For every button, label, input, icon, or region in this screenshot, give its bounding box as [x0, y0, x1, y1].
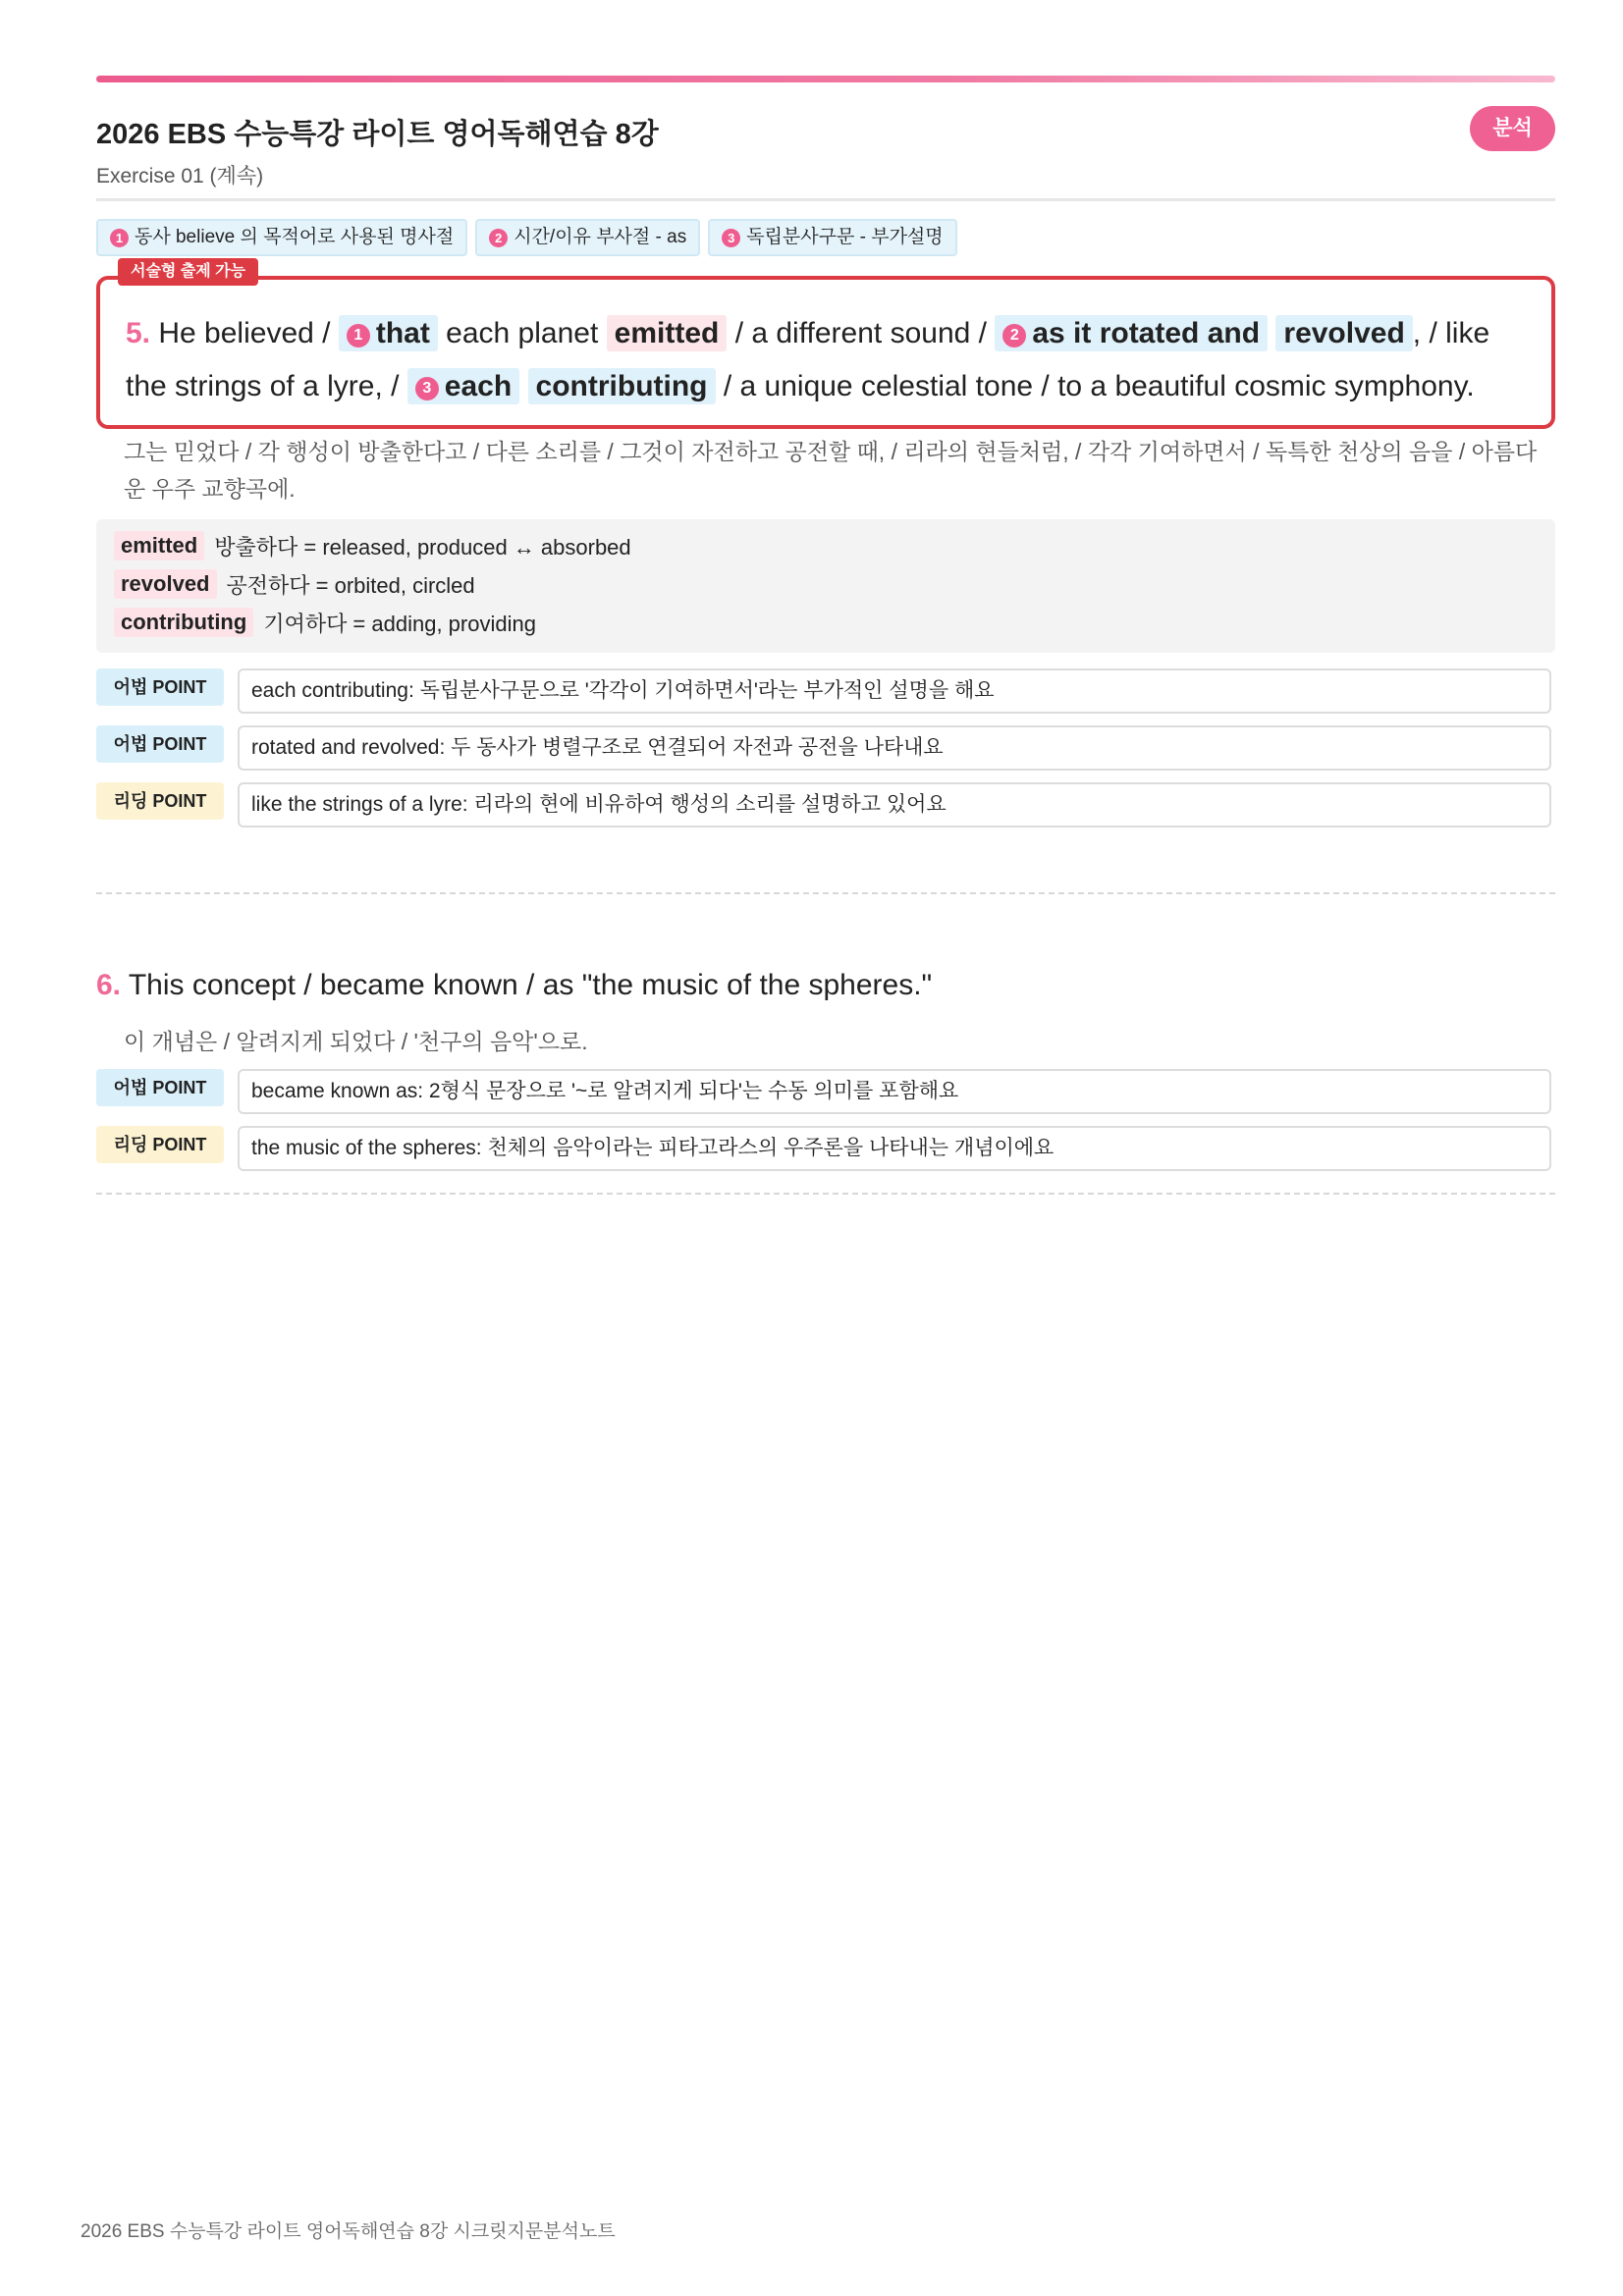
highlight-each: 3 each: [407, 368, 519, 404]
point-text: became known as: 2형식 문장으로 '~로 알려지게 되다'는 수동 의미를 포함해요: [238, 1069, 1551, 1114]
vocab-box: [96, 519, 1555, 653]
sentence-text: / a unique celestial tone / to a beautiful cosmic symphony.: [723, 370, 1475, 402]
sentence-5: [126, 307, 1520, 413]
sentence-number: 5.: [126, 317, 151, 349]
grammar-legend: [96, 219, 957, 256]
page: [96, 76, 1555, 1159]
point-text: each contributing: 독립분사구문으로 '각각이 기여하면서'라는 부가적인 설명을 해요: [238, 668, 1551, 714]
sentence-5-box: [96, 276, 1555, 429]
vocab-meaning: 공전하다 = orbited, circled: [226, 572, 475, 598]
number-marker-icon: 3: [415, 377, 439, 400]
document-title: 2026 EBS 수능특강 라이트 영어독해연습 8강: [96, 119, 659, 150]
highlight-that: 1 that: [339, 315, 438, 351]
vocab-word: revolved: [114, 569, 217, 599]
vocab-item: [114, 567, 475, 601]
exam-tag: 서술형 출제 가능: [118, 258, 258, 286]
vocab-meaning: 기여하다 = adding, providing: [263, 611, 536, 636]
sentence-text: He believed /: [158, 317, 331, 349]
point-row: [96, 725, 1555, 771]
vocab-item: [114, 606, 536, 639]
header: [96, 82, 1555, 201]
sentence-5-translation: 그는 믿었다 / 각 행성이 방출한다고 / 다른 소리를 / 그것이 자전하고 공전할 때, / 리라의 현들처럼, / 각각 기여하면서 / 독특한 천상의 음을 / 아름다운 우주 교향곡에.: [124, 439, 1538, 502]
section-divider: [96, 1193, 1555, 1195]
number-marker-icon: 3: [722, 229, 740, 247]
point-row: [96, 1126, 1555, 1171]
legend-label: 동사 believe 의 목적어로 사용된 명사절: [135, 227, 455, 247]
vocab-meaning: 방출하다 = released, produced ↔ absorbed: [214, 534, 631, 560]
grammar-point-label: 어법 POINT: [96, 668, 224, 706]
legend-item: [475, 219, 700, 256]
point-text: the music of the spheres: 천체의 음악이라는 피타고라스의 우주론을 나타내는 개념이에요: [238, 1126, 1551, 1171]
document-subtitle: Exercise 01 (계속): [96, 165, 264, 187]
point-text: like the strings of a lyre: 리라의 현에 비유하여 행성의 소리를 설명하고 있어요: [238, 782, 1551, 828]
vocab-item: [114, 529, 631, 562]
highlight-as-clause: 2 as it rotated and: [995, 315, 1268, 351]
vocab-highlight-emitted: emitted: [607, 315, 728, 351]
sentence-6: [96, 969, 932, 1002]
point-row: [96, 782, 1555, 828]
vocab-highlight-revolved: revolved: [1275, 315, 1412, 351]
sentence-text: This concept / became known / as "the music of the spheres.": [128, 969, 933, 1001]
sentence-text: / a different sound /: [734, 317, 987, 349]
vocab-word: contributing: [114, 608, 253, 637]
sentence-text: each planet: [446, 317, 599, 349]
sentence-text: , / like the strings of a lyre, /: [126, 317, 1490, 402]
top-accent-bar: [96, 76, 1555, 82]
reading-point-label: 리딩 POINT: [96, 1126, 224, 1163]
legend-item: [96, 219, 467, 256]
number-marker-icon: 2: [1002, 324, 1026, 347]
section-divider: [96, 892, 1555, 894]
legend-label: 시간/이유 부사절 - as: [514, 227, 687, 247]
number-marker-icon: 2: [489, 229, 508, 247]
sentence-6-translation: 이 개념은 / 알려지게 되었다 / '천구의 음악'으로.: [124, 1029, 588, 1054]
vocab-word: emitted: [114, 531, 204, 561]
grammar-point-label: 어법 POINT: [96, 1069, 224, 1106]
point-row: [96, 1069, 1555, 1114]
number-marker-icon: 1: [110, 229, 129, 247]
sentence-number: 6.: [96, 969, 122, 1001]
grammar-point-label: 어법 POINT: [96, 725, 224, 763]
number-marker-icon: 1: [347, 324, 370, 347]
legend-item: [708, 219, 956, 256]
page-footer: 2026 EBS 수능특강 라이트 영어독해연습 8강 시크릿지문분석노트: [81, 2221, 616, 2242]
point-text: rotated and revolved: 두 동사가 병렬구조로 연결되어 자전과 공전을 나타내요: [238, 725, 1551, 771]
legend-label: 독립분사구문 - 부가설명: [746, 227, 944, 247]
point-row: [96, 668, 1555, 714]
vocab-highlight-contributing: contributing: [528, 368, 716, 404]
reading-point-label: 리딩 POINT: [96, 782, 224, 820]
analysis-badge[interactable]: 분석: [1470, 106, 1555, 151]
